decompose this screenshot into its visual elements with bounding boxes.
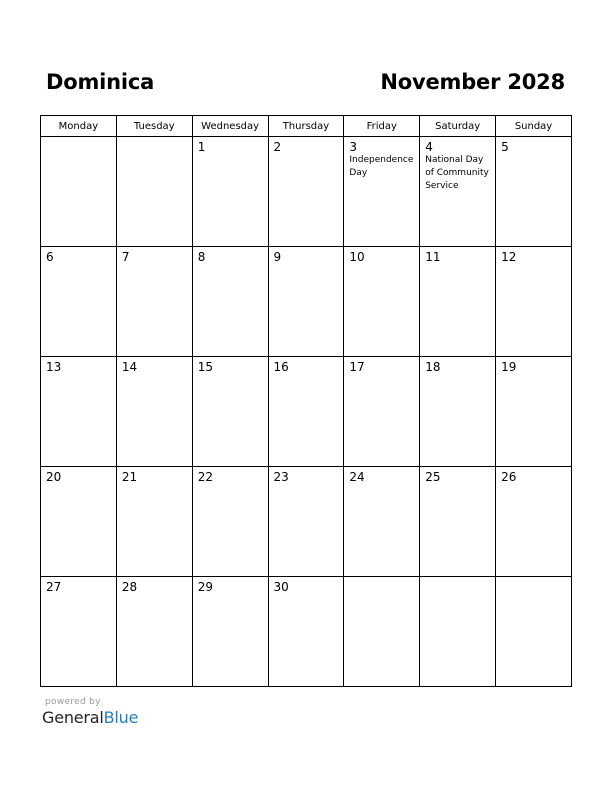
day-number: 13 bbox=[46, 360, 62, 374]
weekday-header: Sunday bbox=[496, 116, 572, 137]
calendar-grid bbox=[40, 115, 572, 687]
day-cell bbox=[344, 137, 420, 247]
day-number: 25 bbox=[425, 470, 441, 484]
day-cell bbox=[116, 357, 192, 467]
day-cell bbox=[268, 577, 344, 687]
day-number: 10 bbox=[349, 250, 365, 264]
day-number: 1 bbox=[197, 140, 206, 154]
day-cell bbox=[192, 247, 268, 357]
day-number: 15 bbox=[197, 360, 213, 374]
brand-name-part1: General bbox=[42, 708, 104, 727]
country-title: Dominica bbox=[46, 70, 155, 94]
day-number: 8 bbox=[197, 250, 206, 264]
day-number: 22 bbox=[197, 470, 213, 484]
day-cell bbox=[268, 247, 344, 357]
week-row bbox=[41, 467, 572, 577]
day-number: 5 bbox=[501, 140, 509, 154]
day-number: 20 bbox=[46, 470, 62, 484]
week-row bbox=[41, 357, 572, 467]
day-cell bbox=[192, 577, 268, 687]
day-cell bbox=[268, 137, 344, 247]
week-row bbox=[41, 577, 572, 687]
day-number: 4 bbox=[425, 140, 433, 154]
day-number: 3 bbox=[349, 140, 358, 154]
day-number: 7 bbox=[121, 250, 130, 264]
week-row bbox=[41, 247, 572, 357]
day-number: 19 bbox=[501, 360, 517, 374]
day-cell bbox=[268, 357, 344, 467]
weekday-header: Wednesday bbox=[192, 116, 268, 137]
day-number: 17 bbox=[349, 360, 365, 374]
day-number: 24 bbox=[349, 470, 365, 484]
month-year-title: November 2028 bbox=[380, 70, 565, 94]
day-number: 11 bbox=[425, 250, 441, 264]
day-cell bbox=[496, 247, 572, 357]
weekday-header: Tuesday bbox=[116, 116, 192, 137]
day-cell bbox=[192, 357, 268, 467]
day-number: 29 bbox=[197, 580, 213, 594]
day-cell bbox=[192, 467, 268, 577]
powered-by-label: powered by bbox=[45, 697, 101, 707]
holiday-label: Independence Day bbox=[349, 155, 414, 178]
day-number: 16 bbox=[273, 360, 289, 374]
day-cell bbox=[496, 357, 572, 467]
day-cell bbox=[420, 467, 496, 577]
day-cell bbox=[116, 467, 192, 577]
day-cell bbox=[116, 577, 192, 687]
day-cell bbox=[41, 467, 117, 577]
day-cell bbox=[41, 357, 117, 467]
day-cell bbox=[496, 467, 572, 577]
holiday-label: National Day of Community Service bbox=[425, 155, 489, 191]
week-row bbox=[41, 137, 572, 247]
day-cell bbox=[420, 247, 496, 357]
day-cell bbox=[268, 467, 344, 577]
day-number: 9 bbox=[273, 250, 282, 264]
generalblue-logo[interactable] bbox=[42, 708, 138, 727]
weekday-header: Saturday bbox=[420, 116, 496, 137]
day-cell bbox=[496, 577, 572, 687]
weekday-header-row bbox=[41, 116, 572, 137]
brand-name-part2: Blue bbox=[103, 708, 139, 727]
day-number: 6 bbox=[46, 250, 54, 264]
day-number: 2 bbox=[273, 140, 282, 154]
day-cell bbox=[116, 247, 192, 357]
day-cell bbox=[344, 577, 420, 687]
day-number: 12 bbox=[501, 250, 517, 264]
weekday-header: Friday bbox=[344, 116, 420, 137]
day-cell bbox=[496, 137, 572, 247]
day-cell bbox=[41, 247, 117, 357]
weekday-header: Thursday bbox=[268, 116, 344, 137]
day-cell bbox=[420, 357, 496, 467]
day-cell bbox=[41, 577, 117, 687]
day-number: 26 bbox=[501, 470, 517, 484]
day-cell bbox=[41, 137, 117, 247]
day-cell bbox=[344, 467, 420, 577]
day-cell bbox=[344, 357, 420, 467]
day-number: 28 bbox=[121, 580, 138, 594]
day-cell bbox=[192, 137, 268, 247]
day-cell bbox=[420, 577, 496, 687]
day-cell bbox=[420, 137, 496, 247]
weekday-header: Monday bbox=[41, 116, 117, 137]
day-number: 27 bbox=[46, 580, 62, 594]
day-cell bbox=[344, 247, 420, 357]
day-number: 18 bbox=[425, 360, 441, 374]
day-cell bbox=[116, 137, 192, 247]
day-number: 21 bbox=[121, 470, 138, 484]
day-number: 23 bbox=[273, 470, 289, 484]
day-number: 14 bbox=[121, 360, 138, 374]
day-number: 30 bbox=[273, 580, 289, 594]
